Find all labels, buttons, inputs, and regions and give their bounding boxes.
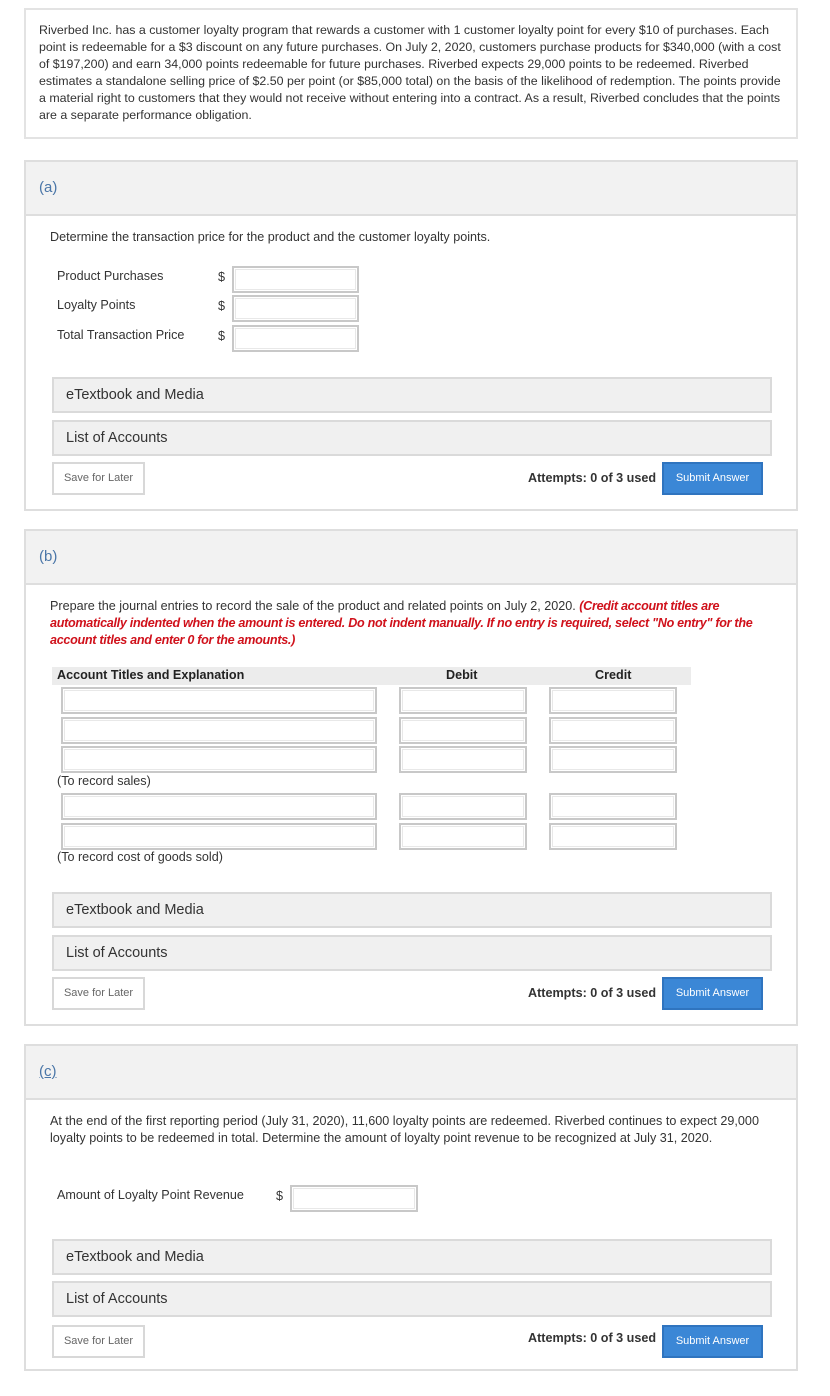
loyalty-point-revenue-input[interactable]: [290, 1185, 418, 1212]
list-of-accounts-link[interactable]: List of Accounts: [52, 935, 772, 971]
note-to-record-sales: (To record sales): [57, 774, 151, 788]
account-title-input[interactable]: [61, 823, 377, 850]
credit-input[interactable]: [549, 793, 677, 820]
account-title-input[interactable]: [61, 746, 377, 773]
debit-input[interactable]: [399, 687, 527, 714]
note-to-record-cogs: (To record cost of goods sold): [57, 850, 223, 864]
dollar-sign: $: [276, 1189, 284, 1203]
debit-input[interactable]: [399, 746, 527, 773]
submit-answer-button[interactable]: Submit Answer: [662, 1325, 763, 1358]
part-a-label: (a): [39, 179, 58, 196]
credit-input[interactable]: [549, 823, 677, 850]
part-c-header: [26, 1046, 796, 1100]
etextbook-media-link[interactable]: eTextbook and Media: [52, 892, 772, 928]
account-title-input[interactable]: [61, 687, 377, 714]
part-b-panel: [24, 529, 798, 1026]
loyalty-points-label: Loyalty Points: [57, 298, 136, 312]
attempts-counter: Attempts: 0 of 3 used: [528, 1331, 657, 1345]
part-c-label: (c): [39, 1063, 57, 1080]
credit-input[interactable]: [549, 717, 677, 744]
part-a-question: Determine the transaction price for the product and the customer loyalty points.: [50, 230, 491, 244]
etextbook-media-link[interactable]: eTextbook and Media: [52, 377, 772, 413]
part-a-panel: [24, 160, 798, 511]
product-purchases-label: Product Purchases: [57, 269, 164, 283]
part-b-instruction: (Credit account titles are automatically indented when the amount is entered. Do not indent manually. If no entry is required, select "No entry" for the account titles and enter 0 for the amounts.): [50, 599, 753, 647]
credit-input[interactable]: [549, 746, 677, 773]
dollar-sign: $: [218, 270, 226, 284]
col-account-titles: Account Titles and Explanation: [57, 668, 245, 682]
save-for-later-button[interactable]: Save for Later: [52, 1325, 145, 1358]
loyalty-point-revenue-label: Amount of Loyalty Point Revenue: [57, 1188, 244, 1202]
part-b-question-text: Prepare the journal entries to record the sale of the product and related points on July 2, 2020.: [50, 599, 576, 613]
total-transaction-price-label: Total Transaction Price: [57, 328, 185, 342]
debit-input[interactable]: [399, 717, 527, 744]
loyalty-points-input[interactable]: [232, 295, 359, 322]
part-b-question: [50, 598, 760, 649]
attempts-counter: Attempts: 0 of 3 used: [528, 986, 657, 1000]
part-b-header: [26, 531, 796, 585]
submit-answer-button[interactable]: Submit Answer: [662, 462, 763, 495]
col-debit: Debit: [446, 668, 478, 682]
dollar-sign: $: [218, 299, 226, 313]
part-b-label: (b): [39, 548, 58, 565]
journal-table-header: [52, 667, 691, 685]
list-of-accounts-link[interactable]: List of Accounts: [52, 1281, 772, 1317]
etextbook-media-link[interactable]: eTextbook and Media: [52, 1239, 772, 1275]
account-title-input[interactable]: [61, 793, 377, 820]
product-purchases-input[interactable]: [232, 266, 359, 293]
debit-input[interactable]: [399, 823, 527, 850]
part-a-header: [26, 162, 796, 216]
credit-input[interactable]: [549, 687, 677, 714]
debit-input[interactable]: [399, 793, 527, 820]
save-for-later-button[interactable]: Save for Later: [52, 977, 145, 1010]
list-of-accounts-link[interactable]: List of Accounts: [52, 420, 772, 456]
submit-answer-button[interactable]: Submit Answer: [662, 977, 763, 1010]
save-for-later-button[interactable]: Save for Later: [52, 462, 145, 495]
account-title-input[interactable]: [61, 717, 377, 744]
part-c-question: At the end of the first reporting period (July 31, 2020), 11,600 loyalty points are redeemed. Riverbed continues to expect 29,000 loyalty points to be redeemed in total. Determine the amount of loyalty point revenue to be recognized at July 31, 2020.: [50, 1114, 759, 1145]
total-transaction-price-input[interactable]: [232, 325, 359, 352]
problem-statement: [24, 8, 798, 139]
attempts-counter: Attempts: 0 of 3 used: [528, 471, 657, 485]
problem-text: Riverbed Inc. has a customer loyalty program that rewards a customer with 1 customer loyalty point for every $10 of purchases. Each point is redeemable for a $3 discount on any future purchases. On July 2, 2020, customers purchase products for $340,000 (with a cost of $197,200) and earn 34,000 points redeemable for future purchases. Riverbed expects 29,000 points to be redeemed. Riverbed estimates a standalone selling price of $2.50 per point (or $85,000 total) on the basis of the likelihood of redemption. The points provide a material right to customers that they would not receive without entering into a contract. As a result, Riverbed concludes that the points are a separate performance obligation.: [39, 23, 781, 122]
part-c-panel: [24, 1044, 798, 1371]
dollar-sign: $: [218, 329, 226, 343]
col-credit: Credit: [595, 668, 632, 682]
